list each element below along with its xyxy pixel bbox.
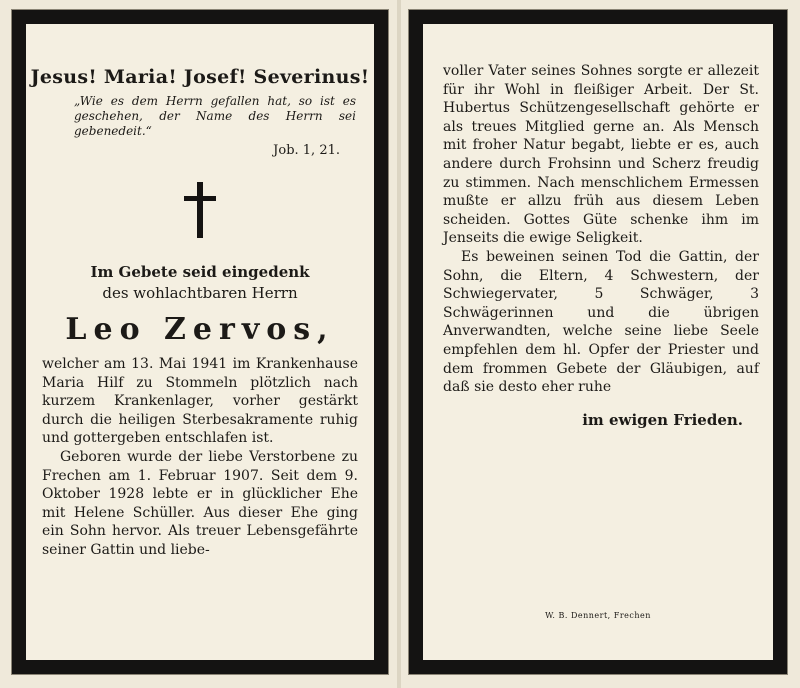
death-paragraph: welcher am 13. Mai 1941 im Krankenhause Maria Hilf zu Stommeln plötzlich nach kurzem Krankenlager, vorher gestärkt durch die heiligen Sterbesakramente ruhig und gottergeben entschlafen ist. <box>42 356 358 447</box>
right-body <box>443 62 759 397</box>
prayer-request <box>26 262 374 304</box>
invocation: Jesus! Maria! Josef! Severinus! <box>30 66 370 88</box>
right-page <box>423 24 773 660</box>
right-page-border <box>409 10 787 674</box>
card-fold <box>397 0 401 688</box>
character-paragraph: voller Vater seines Sohnes sorgte er allezeit für ihr Wohl in fleißiger Arbeit. Der St. Hubertus Schützengesellschaft gehörte er als treues Mitglied gerne an. Als Mensch mit froher Natur begabt, liebte er es, auch andere durch Frohsinn und Scherz freudig zu stimmen. Nach menschlichem Ermessen mußte er allzu früh aus diesem Leben scheiden. Gottes Güte schenke ihm im Jenseits die ewige Seligkeit. <box>443 63 759 247</box>
left-body <box>42 355 358 560</box>
mourners-paragraph: Es beweinen seinen Tod die Gattin, der Sohn, die Eltern, 4 Schwestern, der Schwiegervater, 5 Schwäger, 3 Schwägerinnen und die übrigen Anverwandten, welche seine liebe Seele empfehlen dem hl. Opfer der Priester und dem frommen Gebete der Gläubigen, auf daß sie desto eher ruhe <box>443 248 759 396</box>
scripture-quote: „Wie es dem Herrn gefallen hat, so ist es geschehen, der Name des Herrn sei gebenedeit.“ <box>74 94 356 138</box>
scripture-citation: Job. 1, 21. <box>273 143 340 158</box>
closing-line: im ewigen Frieden. <box>582 410 743 429</box>
prayer-line-1: Im Gebete seid eingedenk <box>90 263 310 281</box>
cross-icon <box>180 182 220 238</box>
printer-credit: W. B. Dennert, Frechen <box>545 611 651 620</box>
left-page <box>26 24 374 660</box>
left-page-border <box>12 10 388 674</box>
deceased-name: Leo Zervos, <box>65 312 335 347</box>
biography-paragraph: Geboren wurde der liebe Verstorbene zu Frechen am 1. Februar 1907. Seit dem 9. Oktober 1928 lebte er in glücklicher Ehe mit Helene Schüller. Aus dieser Ehe ging ein Sohn hervor. Als treuer Lebensgefährte seiner Gattin und liebe- <box>42 448 358 558</box>
prayer-line-2: des wohlachtbaren Herrn <box>102 284 298 302</box>
